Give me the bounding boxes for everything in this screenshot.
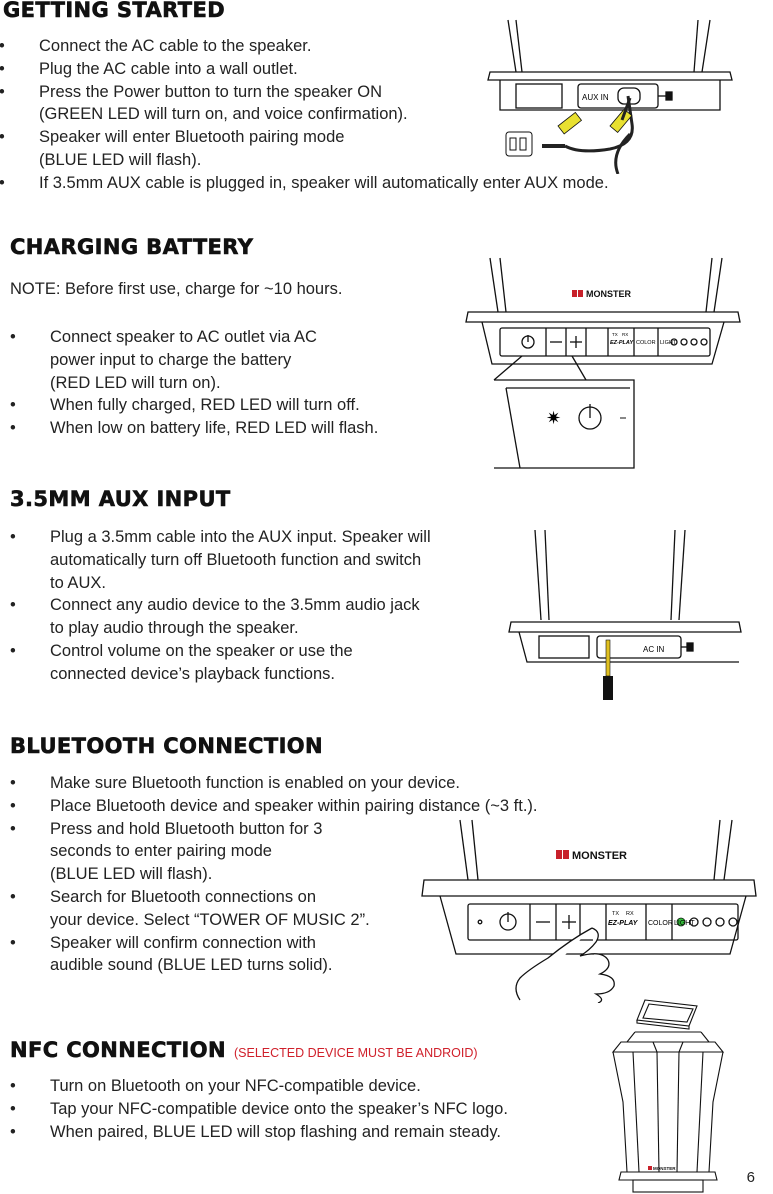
list-item: • Connect any audio device to the 3.5mm audio jack to play audio through the speaker. <box>50 594 510 640</box>
svg-text:MONSTER: MONSTER <box>572 850 627 862</box>
phone-on-speaker-illustration <box>605 992 735 1194</box>
nfc-heading-text: NFC CONNECTION <box>10 1038 226 1062</box>
heading-aux-input: 3.5MM AUX INPUT <box>10 487 231 511</box>
svg-text:COLOR: COLOR <box>636 340 656 346</box>
list-item: • Speaker will confirm connection with audible sound (BLUE LED turns solid). <box>50 932 690 978</box>
svg-text:MONSTER: MONSTER <box>653 1166 676 1171</box>
charging-note: NOTE: Before first use, charge for ~10 hours. <box>10 280 343 298</box>
list-item: • Press the Power button to turn the speaker ON (GREEN LED will turn on, and voice confirmation). <box>39 81 739 127</box>
svg-text:AC IN: AC IN <box>643 645 665 654</box>
svg-text:EZ-PLAY: EZ-PLAY <box>608 920 638 927</box>
svg-text:AUX IN: AUX IN <box>582 93 609 102</box>
svg-text:TX: TX <box>612 911 620 917</box>
svg-text:COLOR: COLOR <box>648 920 673 927</box>
svg-text:✷: ✷ <box>546 408 562 429</box>
nfc-list <box>50 1075 610 1143</box>
page-number: 6 <box>746 1169 755 1186</box>
list-item: • Place Bluetooth device and speaker within pairing distance (~3 ft.). <box>50 795 690 818</box>
hand-pressing-bluetooth-illustration <box>420 818 760 1003</box>
list-item: • When fully charged, RED LED will turn off. <box>50 394 460 417</box>
list-item: • Make sure Bluetooth function is enabled on your device. <box>50 772 690 795</box>
ac-cable-plug-illustration <box>470 14 740 174</box>
android-requirement-note: (SELECTED DEVICE MUST BE ANDROID) <box>233 1046 478 1060</box>
list-item: • Tap your NFC-compatible device onto the speaker’s NFC logo. <box>50 1098 610 1121</box>
svg-text:RX: RX <box>626 911 634 917</box>
list-item: • Plug the AC cable into a wall outlet. <box>39 58 739 81</box>
heading-bluetooth: BLUETOOTH CONNECTION <box>10 734 324 758</box>
charging-list <box>50 326 460 440</box>
list-item: • Connect speaker to AC outlet via AC power input to charge the battery (RED LED will turn on). <box>50 326 460 394</box>
list-item: • Search for Bluetooth connections on your device. Select “TOWER OF MUSIC 2”. <box>50 886 690 932</box>
svg-text:LIGHT: LIGHT <box>660 340 677 346</box>
list-item: • Plug a 3.5mm cable into the AUX input. Speaker will automatically turn off Bluetooth function and switch to AUX. <box>50 526 510 594</box>
svg-text:LIGHT: LIGHT <box>674 920 695 927</box>
control-panel-zoom-illustration <box>462 256 742 471</box>
list-item: • If 3.5mm AUX cable is plugged in, speaker will automatically enter AUX mode. <box>39 172 739 195</box>
list-item: • When low on battery life, RED LED will flash. <box>50 417 460 440</box>
list-item: • Press and hold Bluetooth button for 3 seconds to enter pairing mode (BLUE LED will flash). <box>50 818 690 886</box>
aux-list <box>50 526 510 686</box>
heading-getting-started: GETTING STARTED <box>3 0 226 22</box>
svg-text:EZ-PLAY: EZ-PLAY <box>610 340 634 346</box>
svg-text:MONSTER: MONSTER <box>586 289 631 299</box>
list-item: • Connect the AC cable to the speaker. <box>39 35 739 58</box>
svg-text:TX: TX <box>612 332 618 337</box>
list-item: • Control volume on the speaker or use the connected device’s playback functions. <box>50 640 510 686</box>
list-item: • When paired, BLUE LED will stop flashing and remain steady. <box>50 1121 610 1144</box>
heading-charging-battery: CHARGING BATTERY <box>10 235 254 259</box>
aux-jack-illustration <box>505 528 745 703</box>
list-item: • Speaker will enter Bluetooth pairing mode (BLUE LED will flash). <box>39 126 739 172</box>
list-item: • Turn on Bluetooth on your NFC-compatible device. <box>50 1075 610 1098</box>
heading-nfc <box>10 1038 478 1062</box>
svg-text:RX: RX <box>622 332 629 337</box>
